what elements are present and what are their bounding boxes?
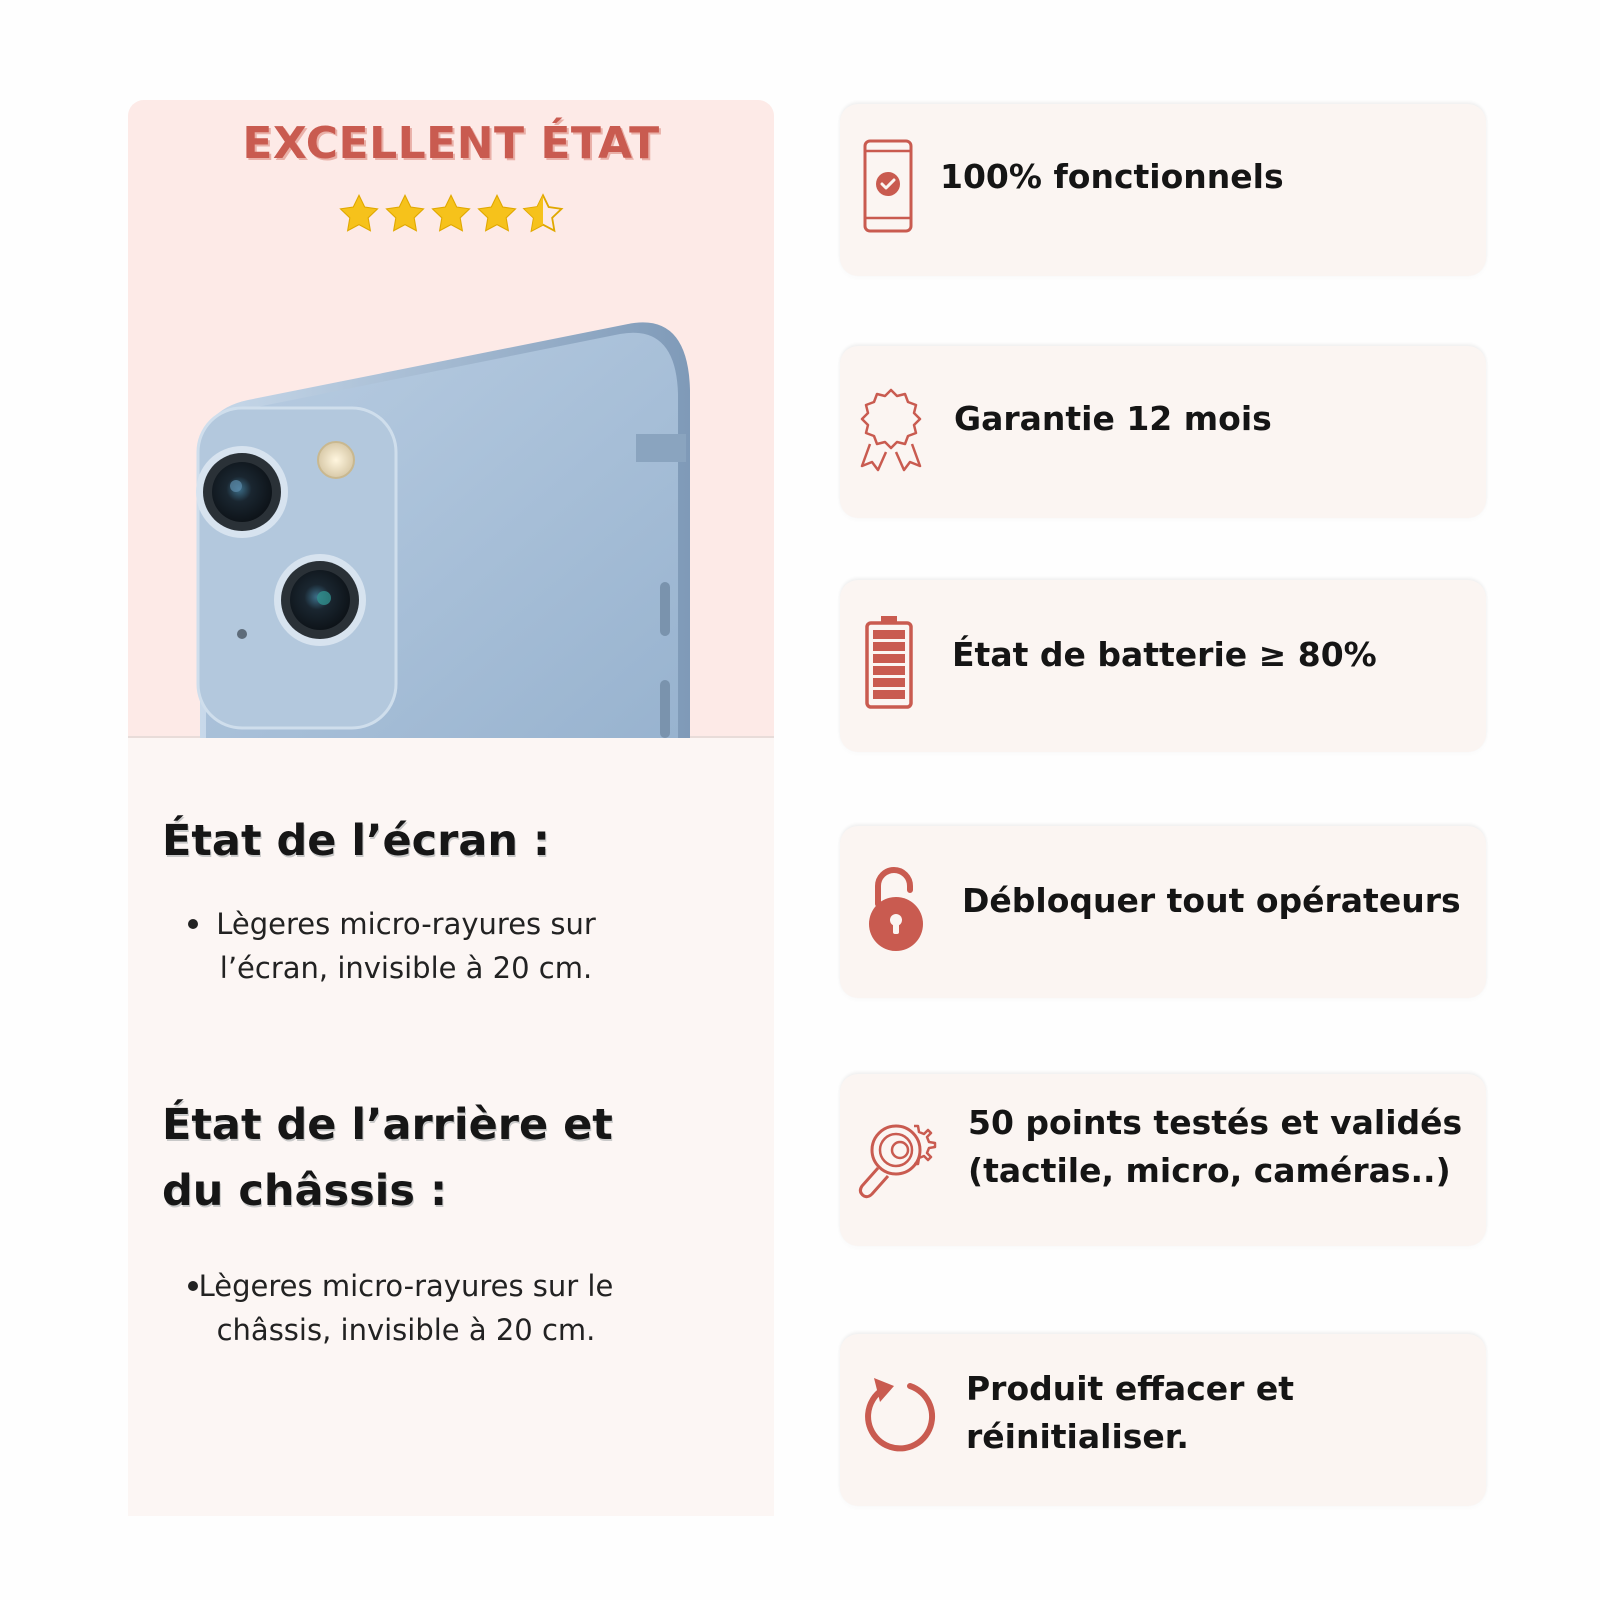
back-condition-bullet (186, 1264, 626, 1352)
warranty-badge-icon (856, 386, 926, 476)
feature-card-reset (840, 1334, 1486, 1506)
feature-card-battery (840, 580, 1486, 752)
feature-label-line2: réinitialiser. (966, 1417, 1189, 1456)
star-half-icon (521, 192, 565, 236)
bullet-dot (188, 1281, 198, 1291)
screen-condition-text: Lègeres micro-rayures sur l’écran, invisible à 20 cm. (216, 907, 596, 985)
phone-check-icon (862, 138, 914, 234)
feature-label-line2: (tactile, micro, caméras..) (968, 1151, 1451, 1190)
feature-card-unlocked (840, 826, 1486, 998)
condition-title: EXCELLENT ÉTAT (242, 118, 660, 169)
rating-stars (128, 192, 774, 236)
condition-card (128, 100, 774, 1516)
star-full-icon (383, 192, 427, 236)
back-condition-title: État de l’arrière et du châssis : (162, 1100, 613, 1216)
star-full-icon (475, 192, 519, 236)
feature-card-tested (840, 1074, 1486, 1246)
feature-card-functional (840, 104, 1486, 276)
inspection-gear-icon (856, 1116, 942, 1206)
star-full-icon (429, 192, 473, 236)
feature-label-line1: 50 points testés et validés (968, 1103, 1463, 1142)
product-hero (128, 100, 774, 738)
screen-condition-title: État de l’écran : (162, 816, 551, 866)
feature-label: Débloquer tout opérateurs (962, 881, 1461, 920)
feature-card-warranty (840, 346, 1486, 518)
bullet-dot (188, 919, 198, 929)
refresh-icon (860, 1372, 940, 1460)
screen-condition-bullet (186, 902, 626, 990)
star-full-icon (337, 192, 381, 236)
feature-label: État de batterie ≥ 80% (952, 635, 1377, 674)
feature-label-line1: Produit effacer et (966, 1369, 1295, 1408)
back-condition-text: Lègeres micro-rayures sur le châssis, invisible à 20 cm. (198, 1269, 614, 1347)
feature-label: 100% fonctionnels (940, 157, 1284, 196)
feature-label: Garantie 12 mois (954, 399, 1272, 438)
unlocked-padlock-icon (866, 864, 926, 952)
battery-icon (864, 614, 914, 710)
phone-back-image (128, 310, 774, 738)
